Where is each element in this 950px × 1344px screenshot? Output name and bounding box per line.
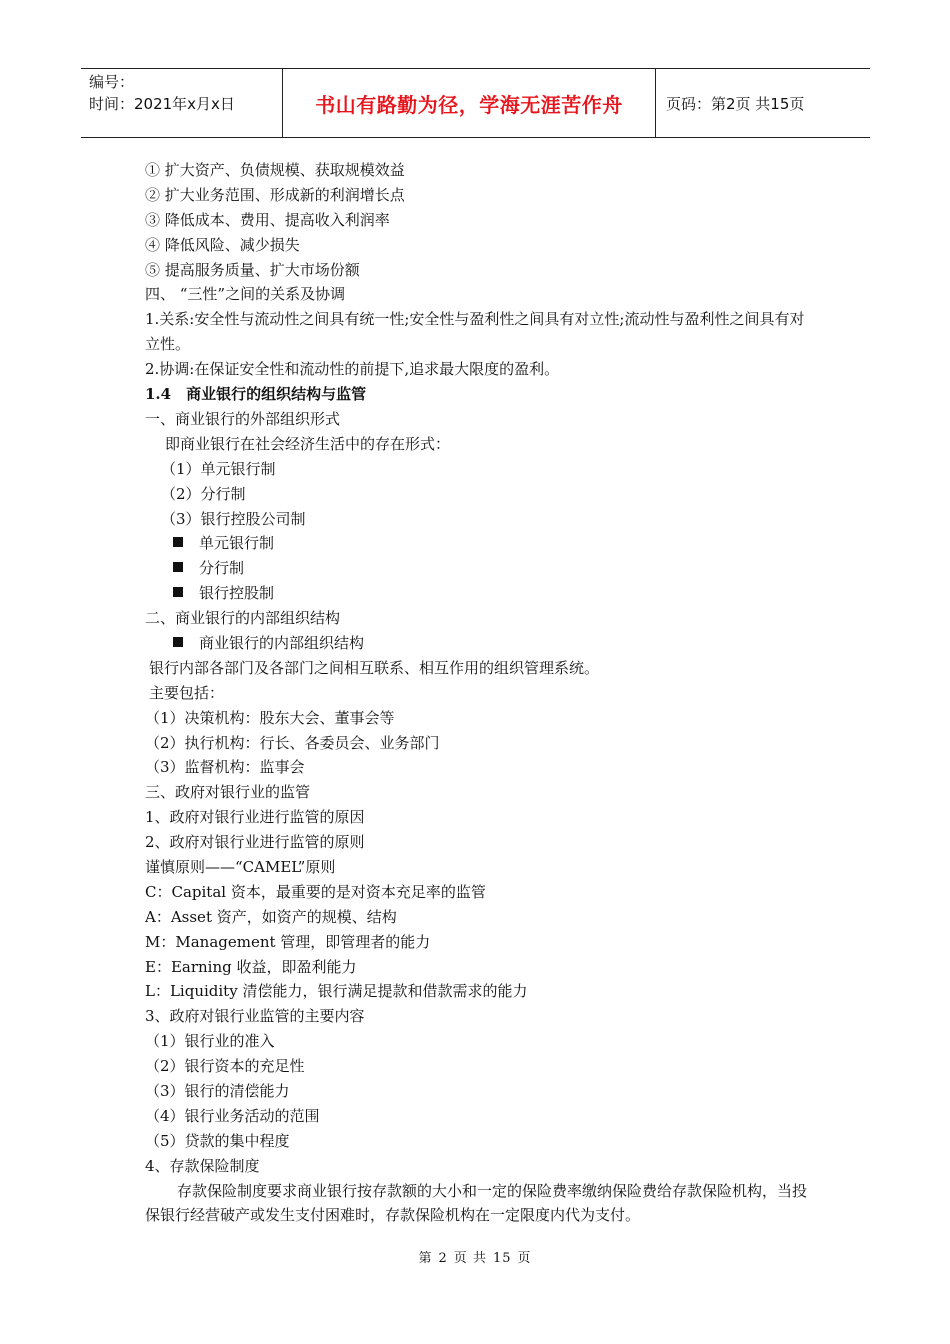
- footer-mid: 页 共: [453, 1251, 487, 1266]
- list-item: 3、政府对银行业监管的主要内容: [145, 1007, 365, 1026]
- header-motto: 书山有路勤为径，学海无涯苦作舟: [315, 92, 623, 117]
- footer-prefix: 第: [418, 1251, 433, 1266]
- bullet-item: 商业银行的内部组织结构: [145, 631, 815, 656]
- list-item: L：Liquidity 清偿能力，银行满足提款和借款需求的能力: [145, 982, 528, 1001]
- document-body: [145, 158, 815, 1228]
- list-item: （3）监督机构：监事会: [145, 758, 305, 777]
- list-item: E：Earning 收益，即盈利能力: [145, 957, 357, 976]
- footer-total-pages: 15: [492, 1251, 512, 1266]
- header-left-cell: [81, 69, 282, 137]
- list-item: C：Capital 资本，最重要的是对资本充足率的监管: [145, 882, 486, 901]
- list-item: （1）银行业的准入: [145, 1032, 275, 1051]
- paragraph: 2.协调:在保证安全性和流动性的前提下,追求最大限度的盈利。: [145, 360, 560, 379]
- section-heading: 四、 “三性”之间的关系及协调: [145, 285, 346, 304]
- footer-suffix: 页: [517, 1251, 532, 1266]
- list-item: （1）单元银行制: [161, 459, 276, 478]
- section-heading: 三、政府对银行业的监管: [145, 783, 311, 802]
- square-bullet-icon: [173, 637, 183, 647]
- paragraph: 谨慎原则——“CAMEL”原则: [145, 857, 336, 876]
- square-bullet-icon: [173, 537, 183, 547]
- list-item: 4、存款保险制度: [145, 1156, 260, 1175]
- header-page-info: 页码：第2页 共15页: [666, 94, 805, 113]
- document-number-label: 编号：: [89, 73, 135, 91]
- list-item: A：Asset 资产，如资产的规模、结构: [145, 907, 397, 926]
- header-page-info-cell: [656, 69, 870, 137]
- list-item: （3）银行控股公司制: [161, 509, 306, 528]
- list-item: ② 扩大业务范围、形成新的利润增长点: [145, 185, 405, 204]
- list-item: 1、政府对银行业进行监管的原因: [145, 808, 365, 827]
- document-time-label: 时间：2021年x月x日: [89, 95, 235, 113]
- header-motto-cell: [282, 69, 656, 137]
- footer-page-number: 2: [438, 1251, 448, 1266]
- section-heading: 二、商业银行的内部组织结构: [145, 609, 341, 628]
- list-item: （5）贷款的集中程度: [145, 1131, 290, 1150]
- list-item: 2、政府对银行业进行监管的原则: [145, 833, 365, 852]
- list-item: ③ 降低成本、费用、提高收入利润率: [145, 210, 390, 229]
- bullet-item: 分行制: [145, 556, 815, 581]
- page-footer: [0, 1247, 950, 1266]
- section-heading: 一、商业银行的外部组织形式: [145, 409, 341, 428]
- paragraph: 即商业银行在社会经济生活中的存在形式：: [165, 434, 451, 453]
- list-item: ① 扩大资产、负债规模、获取规模效益: [145, 161, 405, 179]
- paragraph: 主要包括：: [149, 683, 225, 702]
- page-header: [81, 68, 870, 138]
- list-item: （1）决策机构：股东大会、董事会等: [145, 708, 395, 727]
- list-item: （3）银行的清偿能力: [145, 1081, 290, 1100]
- list-item: （2）分行制: [161, 484, 246, 503]
- list-item: （2）银行资本的充足性: [145, 1057, 305, 1076]
- square-bullet-icon: [173, 587, 183, 597]
- list-item: M：Management 管理，即管理者的能力: [145, 932, 431, 951]
- bullet-item: 单元银行制: [145, 531, 815, 556]
- list-item: ⑤ 提高服务质量、扩大市场份额: [145, 260, 360, 279]
- paragraph: 存款保险制度要求商业银行按存款额的大小和一定的保险费率缴纳保险费给存款保险机构，当投保银行经营破产或发生支付困难时，存款保险机构在一定限度内代为支付。: [145, 1181, 808, 1225]
- bullet-item: 银行控股制: [145, 581, 815, 606]
- square-bullet-icon: [173, 562, 183, 572]
- paragraph: 1.关系:安全性与流动性之间具有统一性;安全性与盈利性之间具有对立性;流动性与盈利性之间具有对立性。: [145, 310, 805, 354]
- list-item: ④ 降低风险、减少损失: [145, 235, 300, 254]
- paragraph: 银行内部各部门及各部门之间相互联系、相互作用的组织管理系统。: [149, 658, 600, 677]
- list-item: （2）执行机构：行长、各委员会、业务部门: [145, 733, 440, 752]
- list-item: （4）银行业务活动的范围: [145, 1106, 320, 1125]
- chapter-heading: 1.4 商业银行的组织结构与监管: [145, 385, 367, 404]
